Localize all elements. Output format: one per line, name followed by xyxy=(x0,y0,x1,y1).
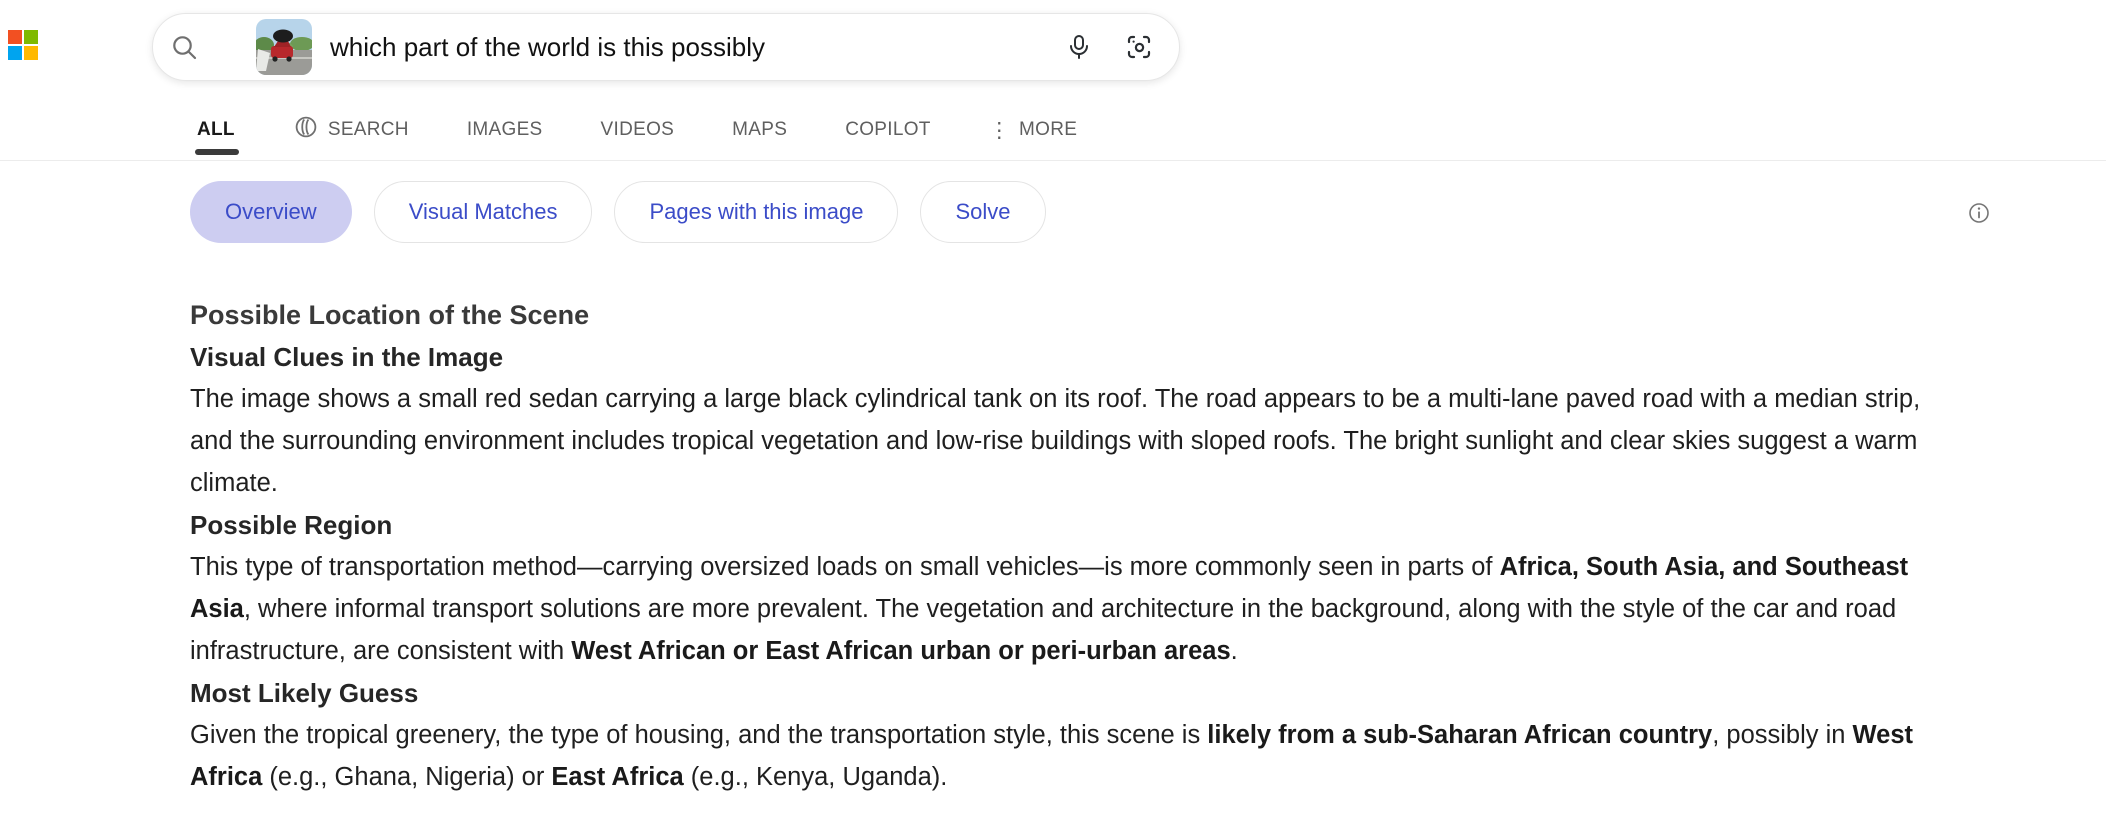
section-paragraph-visual-clues: The image shows a small red sedan carrying a large black cylindrical tank on its roof. The road appears to be a multi-lane paved road with a median strip, and the surrounding environment includes tropical vegetation and low-rise buildings with sloped roofs. The bright sunlight and clear skies suggest a warm climate. xyxy=(190,385,1921,497)
search-bar[interactable] xyxy=(152,13,1180,81)
section-heading-most-likely-guess: Most Likely Guess xyxy=(190,678,419,708)
visual-search-icon[interactable] xyxy=(1125,33,1153,61)
section-heading-visual-clues: Visual Clues in the Image xyxy=(190,342,504,372)
tab-copilot[interactable] xyxy=(845,119,931,141)
tab-all-label: ALL xyxy=(197,119,235,140)
vertical-dots-icon: ⋮ xyxy=(988,118,1011,142)
tab-more[interactable] xyxy=(989,119,1078,141)
tab-videos-label: VIDEOS xyxy=(600,119,675,140)
microsoft-logo-yellow-square xyxy=(24,46,38,60)
tabs-divider xyxy=(0,160,2106,161)
tab-videos[interactable] xyxy=(601,119,675,141)
tab-more-label: MORE xyxy=(1019,119,1078,140)
tab-images[interactable] xyxy=(467,119,543,141)
microsoft-logo-red-square xyxy=(8,30,22,44)
search-input[interactable] xyxy=(328,31,1065,64)
tab-search-label: SEARCH xyxy=(327,119,409,140)
filter-visual-matches[interactable]: Visual Matches xyxy=(374,181,593,243)
microsoft-logo[interactable] xyxy=(8,30,38,60)
filter-solve[interactable]: Solve xyxy=(920,181,1045,243)
tab-all[interactable] xyxy=(197,119,235,141)
microsoft-logo-blue-square xyxy=(8,46,22,60)
tab-images-label: IMAGES xyxy=(466,119,543,140)
query-image-thumbnail[interactable] xyxy=(256,19,312,75)
section-paragraph-possible-region: This type of transportation method—carrying oversized loads on small vehicles—is more commonly seen in parts of Africa, South Asia, and Southeast Asia, where informal transport solutions are more prevalent. The vegetation and architecture in the background, along with the style of the car and road infrastructure, are consistent with West African or East African urban or peri-urban areas. xyxy=(190,553,1909,665)
tab-search[interactable] xyxy=(293,114,409,146)
search-icon xyxy=(171,34,198,61)
microphone-icon[interactable] xyxy=(1065,33,1093,61)
tab-maps[interactable] xyxy=(732,119,787,141)
section-heading-possible-region: Possible Region xyxy=(190,510,393,540)
filter-overview[interactable]: Overview xyxy=(190,181,352,243)
deep-search-icon xyxy=(293,114,319,146)
filter-pages-with-this-image[interactable]: Pages with this image xyxy=(614,181,898,243)
tab-copilot-label: COPILOT xyxy=(845,119,931,140)
active-tab-underline xyxy=(195,149,239,155)
section-paragraph-most-likely-guess: Given the tropical greenery, the type of housing, and the transportation style, this scene is likely from a sub-Saharan African country, possibly in West Africa (e.g., Ghana, Nigeria) or East Africa (e.g., Kenya, Uganda). xyxy=(190,721,1914,791)
result-filter-pills xyxy=(190,181,1046,243)
tab-maps-label: MAPS xyxy=(732,119,788,140)
microsoft-logo-green-square xyxy=(24,30,38,44)
answer-title: Possible Location of the Scene xyxy=(190,300,590,330)
search-tabs xyxy=(197,112,1077,148)
overview-answer xyxy=(190,298,1968,798)
info-icon[interactable] xyxy=(1967,201,1991,225)
